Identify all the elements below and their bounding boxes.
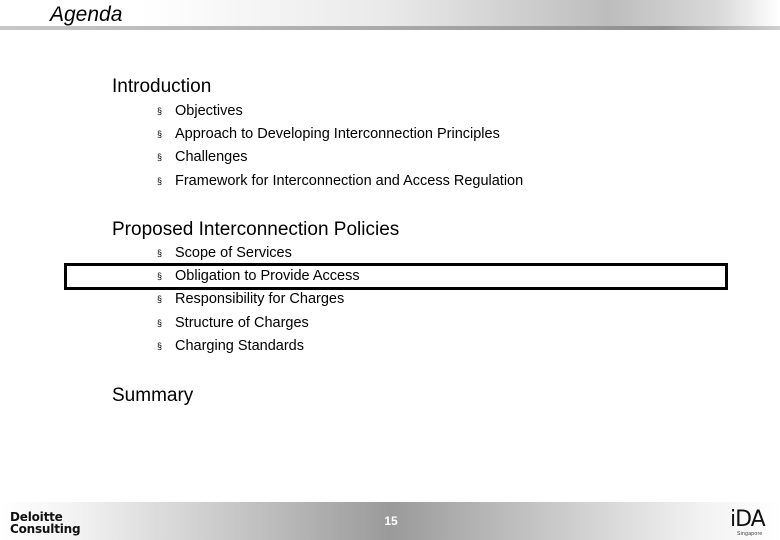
bullet-icon: § <box>157 152 163 163</box>
ida-logo-subtext: Singapore <box>737 531 763 537</box>
bullet-icon: § <box>157 271 163 282</box>
list-item-highlighted: § Obligation to Provide Access <box>157 265 360 288</box>
logo-line-2: Consulting <box>10 522 81 536</box>
logo-line-1: Deloitte <box>10 510 63 524</box>
bullet-icon: § <box>157 248 163 258</box>
title-bar <box>0 0 780 30</box>
list-item: § Scope of Services <box>157 242 360 265</box>
list-item: § Framework for Interconnection and Access Regulation <box>157 170 523 193</box>
deloitte-consulting-logo <box>10 511 80 535</box>
bullet-list-policies <box>157 242 360 358</box>
section-heading-introduction: Introduction <box>112 76 212 97</box>
list-item: § Approach to Developing Interconnection Principles <box>157 123 523 146</box>
section-heading-policies: Proposed Interconnection Policies <box>112 219 400 240</box>
bullet-icon: § <box>157 294 163 305</box>
list-item: § Challenges <box>157 146 523 169</box>
bullet-icon: § <box>157 317 163 328</box>
bullet-icon: § <box>157 129 163 140</box>
bullet-icon: § <box>157 106 163 116</box>
ida-logo: iDA <box>730 507 765 532</box>
list-item: § Responsibility for Charges <box>157 288 360 311</box>
page-title: Agenda <box>50 3 123 26</box>
highlight-box <box>64 263 728 290</box>
bullet-icon: § <box>157 340 163 351</box>
list-item: § Objectives <box>157 100 523 123</box>
list-item: § Structure of Charges <box>157 312 360 335</box>
list-item: § Charging Standards <box>157 335 360 358</box>
page-number: 15 <box>384 514 398 528</box>
section-heading-summary: Summary <box>112 385 194 406</box>
bullet-list-introduction <box>157 100 523 193</box>
title-rule <box>0 26 780 30</box>
bullet-icon: § <box>157 175 163 186</box>
